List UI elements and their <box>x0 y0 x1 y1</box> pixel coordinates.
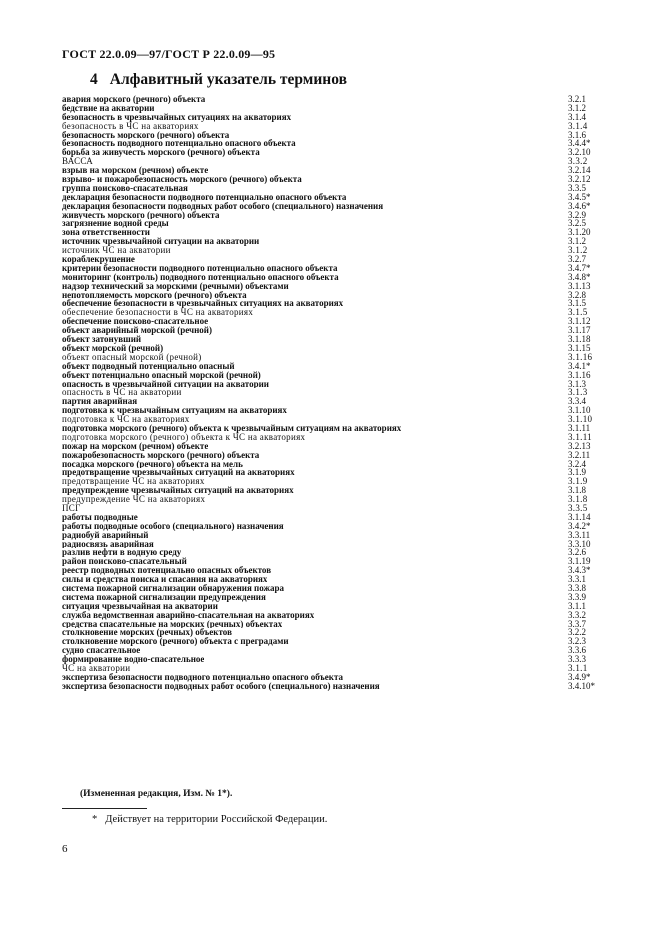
index-entry <box>62 193 602 202</box>
index-term: предупреждение чрезвычайных ситуаций на акваториях <box>62 486 294 496</box>
index-term: объект опасный морской (речной) <box>62 352 202 362</box>
index-entry <box>62 291 602 300</box>
index-term: предупреждение ЧС на акваториях <box>62 495 206 504</box>
index-term: кораблекрушение <box>62 255 135 264</box>
index-ref: 3.1.1 <box>568 663 588 673</box>
index-term: объект потенциально опасный морской (речной) <box>62 370 261 380</box>
index-ref: 3.2.11 <box>568 449 591 460</box>
index-term: средства спасательные на морских (речных) объектах <box>62 619 283 629</box>
index-entry <box>62 308 602 317</box>
index-term: разлив нефти в водную среду <box>62 548 182 558</box>
index-entry <box>62 122 602 131</box>
index-term: ситуация чрезвычайная на акватории <box>62 601 218 611</box>
index-entry <box>62 264 602 273</box>
index-entry <box>62 531 602 540</box>
index-ref: 3.3.4 <box>568 396 586 407</box>
footnote-text: Действует на территории Российской Федерации. <box>105 814 328 825</box>
page-number: 6 <box>62 843 68 855</box>
index-ref: 3.1.6 <box>568 129 586 140</box>
index-ref: 3.4.10* <box>568 680 595 691</box>
index-entry <box>62 433 602 442</box>
index-term: опасность в чрезвычайной ситуации на акватории <box>62 379 269 389</box>
index-ref: 3.1.14 <box>568 511 591 522</box>
index-term: столкновение морских (речных) объектов <box>62 628 232 638</box>
document-header: ГОСТ 22.0.09—97/ГОСТ Р 22.0.09—95 <box>62 47 276 61</box>
index-ref: 3.1.16 <box>568 351 593 362</box>
index-term: безопасность в ЧС на акваториях <box>62 121 199 131</box>
index-entry <box>62 468 602 477</box>
index-entry <box>62 344 602 353</box>
index-ref: 3.3.11 <box>568 529 591 540</box>
index-term: ВАССА <box>62 157 94 167</box>
index-ref: 3.1.8 <box>568 494 588 505</box>
index-ref: 3.3.3 <box>568 654 586 665</box>
index-entry <box>62 611 602 620</box>
index-term: система пожарной сигнализации обнаружения пожара <box>62 583 285 593</box>
index-entry <box>62 602 602 611</box>
index-entry <box>62 219 602 228</box>
index-term: обеспечение безопасности в ЧС на акваториях <box>62 308 254 318</box>
index-ref: 3.1.2 <box>568 236 586 247</box>
index-term: декларация безопасности подводного потенциально опасного объекта <box>62 192 347 202</box>
index-ref: 3.3.10 <box>568 538 591 549</box>
index-term: объект подводный потенциально опасный <box>62 361 235 371</box>
index-entry <box>62 317 602 326</box>
index-ref: 3.4.9* <box>568 671 591 682</box>
index-term: безопасность морского (речного) объекта <box>62 130 230 140</box>
index-term: источник ЧС на акватории <box>62 246 171 256</box>
index-term: работы подводные особого (специального) назначения <box>62 521 284 531</box>
section-number: 4 <box>90 71 98 88</box>
index-entry <box>62 406 602 415</box>
index-entry <box>62 593 602 602</box>
index-entry <box>62 620 602 629</box>
index-entry <box>62 504 602 513</box>
index-ref: 3.2.13 <box>568 440 591 451</box>
index-entry <box>62 673 602 682</box>
index-ref: 3.3.6 <box>568 645 586 656</box>
footnote-separator <box>62 808 147 809</box>
index-entry <box>62 424 602 433</box>
index-term: авария морского (речного) объекта <box>62 95 206 104</box>
footnote-mark: * <box>92 814 98 825</box>
index-term: радиосвязь аварийная <box>62 539 154 549</box>
index-term: предотвращение чрезвычайных ситуаций на акваториях <box>62 468 295 478</box>
index-term: пожаробезопасность морского (речного) объекта <box>62 450 260 460</box>
index-entry <box>62 113 602 122</box>
index-term: обеспечение поисково-спасательное <box>62 317 209 327</box>
index-term: подготовка к ЧС на акваториях <box>62 415 190 424</box>
index-entry <box>62 397 602 406</box>
index-term: декларация безопасности подводных работ особого (специального) назначения <box>62 201 384 211</box>
section-title <box>90 71 347 89</box>
index-entry <box>62 255 602 264</box>
index-ref: 3.1.15 <box>568 342 591 353</box>
index-entry <box>62 655 602 664</box>
index-entry <box>62 95 602 104</box>
index-ref: 3.1.17 <box>568 325 591 336</box>
index-term: безопасность подводного потенциально опасного объекта <box>62 139 296 149</box>
index-term: работы подводные <box>62 512 138 522</box>
index-term: посадка морского (речного) объекта на мель <box>62 459 243 469</box>
index-term: подготовка морского (речного) объекта к чрезвычайным ситуациям на акваториях <box>62 423 402 433</box>
index-entry <box>62 522 602 531</box>
index-term: объект морской (речной) <box>62 343 164 353</box>
index-ref: 3.3.7 <box>568 618 586 629</box>
index-entry <box>62 584 602 593</box>
index-entry <box>62 628 602 637</box>
index-entry <box>62 211 602 220</box>
index-entry <box>62 299 602 308</box>
index-term: подготовка к чрезвычайным ситуациям на акваториях <box>62 406 287 416</box>
index-ref: 3.1.19 <box>568 556 591 567</box>
index-ref: 3.3.5 <box>568 502 588 513</box>
index-entry <box>62 513 602 522</box>
index-term: объект затонувший <box>62 335 142 344</box>
index-ref: 3.1.9 <box>568 467 586 478</box>
index-ref: 3.1.11 <box>568 431 592 442</box>
index-entry <box>62 566 602 575</box>
index-term: взрыво- и пожаробезопасность морского (речного) объекта <box>62 175 302 184</box>
index-entry <box>62 664 602 673</box>
index-term: реестр подводных потенциально опасных объектов <box>62 566 272 576</box>
index-term: живучесть морского (речного) объекта <box>62 210 220 220</box>
index-entry <box>62 575 602 584</box>
index-term: взрыв на морском (речном) объекте <box>62 166 209 176</box>
index-term: борьба за живучесть морского (речного) объекта <box>62 148 260 158</box>
index-entry <box>62 682 602 691</box>
index-entry <box>62 637 602 646</box>
index-entry <box>62 104 602 113</box>
index-entry <box>62 228 602 237</box>
index-ref: 3.1.2 <box>568 245 588 256</box>
index-ref: 3.3.1 <box>568 574 586 585</box>
index-ref: 3.1.10 <box>568 405 591 416</box>
index-term: формирование водно-спасательное <box>62 655 205 664</box>
index-ref: 3.1.2 <box>568 102 586 113</box>
index-ref: 3.1.20 <box>568 227 591 238</box>
index-entry <box>62 335 602 344</box>
index-ref: 3.1.1 <box>568 600 586 611</box>
index-ref: 3.3.2 <box>568 609 586 620</box>
index-entry <box>62 353 602 362</box>
index-entry <box>62 131 602 140</box>
index-entry <box>62 540 602 549</box>
index-term: бедствие на акватории <box>62 103 155 113</box>
index-ref: 3.1.16 <box>568 369 591 380</box>
index-entry <box>62 157 602 166</box>
index-term: район поисково-спасательный <box>62 557 187 567</box>
index-ref: 3.3.8 <box>568 582 586 593</box>
index-term: столкновение морского (речного) объекта с преградами <box>62 637 289 647</box>
index-entry <box>62 246 602 255</box>
index-ref: 3.1.8 <box>568 485 586 496</box>
index-ref: 3.1.4 <box>568 111 586 122</box>
index-ref: 3.2.10 <box>568 147 591 158</box>
index-entry <box>62 184 602 193</box>
index-entry <box>62 557 602 566</box>
index-entry <box>62 460 602 469</box>
index-ref: 3.2.8 <box>568 289 586 300</box>
index-entry <box>62 451 602 460</box>
index-ref: 3.1.13 <box>568 280 591 291</box>
term-index-list <box>62 95 602 691</box>
index-ref: 3.4.4* <box>568 138 591 149</box>
index-term: судно спасательное <box>62 646 141 656</box>
index-entry <box>62 371 602 380</box>
index-entry <box>62 175 602 184</box>
index-entry <box>62 442 602 451</box>
index-term: радиобуй аварийный <box>62 530 149 540</box>
index-term: зона ответственности <box>62 228 150 238</box>
index-ref: 3.4.5* <box>568 191 591 202</box>
index-term: опасность в ЧС на акватории <box>62 388 182 398</box>
index-ref: 3.1.18 <box>568 334 591 345</box>
index-entry <box>62 415 602 424</box>
index-entry <box>62 139 602 148</box>
index-ref: 3.1.5 <box>568 307 588 318</box>
index-term: критерии безопасности подводного потенциально опасного объекта <box>62 263 338 273</box>
index-ref: 3.3.2 <box>568 156 588 167</box>
index-term: служба ведомственная аварийно-спасательная на акваториях <box>62 610 315 620</box>
index-ref: 3.1.12 <box>568 316 591 327</box>
edit-note: (Измененная редакция, Изм. № 1*). <box>80 789 233 799</box>
index-ref: 3.2.5 <box>568 218 586 229</box>
section-title-text: Алфавитный указатель терминов <box>109 71 347 88</box>
index-ref: 3.3.5 <box>568 182 586 193</box>
index-term: группа поисково-спасательная <box>62 183 188 193</box>
index-term: экспертиза безопасности подводных работ особого (специального) назначения <box>62 681 380 691</box>
index-entry <box>62 380 602 389</box>
index-ref: 3.4.2* <box>568 520 591 531</box>
index-entry <box>62 148 602 157</box>
index-ref: 3.2.4 <box>568 458 586 469</box>
footnote <box>92 814 327 825</box>
index-term: непотопляемость морского (речного) объекта <box>62 290 247 300</box>
index-term: объект аварийный морской (речной) <box>62 326 212 336</box>
index-ref: 3.1.3 <box>568 378 586 389</box>
index-entry <box>62 237 602 246</box>
index-term: загрязнение водной среды <box>62 219 169 229</box>
index-ref: 3.2.2 <box>568 627 586 638</box>
index-term: подготовка морского (речного) объекта к ЧС на акваториях <box>62 432 306 442</box>
index-ref: 3.1.11 <box>568 422 591 433</box>
index-term: обеспечение безопасности в чрезвычайных ситуациях на акваториях <box>62 299 344 309</box>
index-entry <box>62 166 602 175</box>
index-entry <box>62 548 602 557</box>
index-term: безопасность в чрезвычайных ситуациях на акваториях <box>62 112 292 122</box>
index-ref: 3.3.9 <box>568 591 586 602</box>
index-ref: 3.4.7* <box>568 262 591 273</box>
index-ref: 3.1.3 <box>568 387 588 398</box>
index-term: пожар на морском (речном) объекте <box>62 441 209 451</box>
index-ref: 3.4.8* <box>568 271 591 282</box>
index-ref: 3.4.1* <box>568 360 591 371</box>
index-ref: 3.2.14 <box>568 165 591 176</box>
index-term: система пожарной сигнализации предупреждения <box>62 592 266 602</box>
index-ref: 3.2.3 <box>568 636 586 647</box>
index-term: ЧС на акватории <box>62 664 131 673</box>
index-term: экспертиза безопасности подводного потенциально опасного объекта <box>62 672 343 682</box>
index-entry <box>62 202 602 211</box>
index-entry <box>62 388 602 397</box>
index-entry <box>62 326 602 335</box>
index-ref: 3.4.3* <box>568 565 591 576</box>
index-ref: 3.2.12 <box>568 174 591 185</box>
index-ref: 3.1.5 <box>568 298 586 309</box>
index-ref: 3.2.7 <box>568 254 586 265</box>
index-ref: 3.2.1 <box>568 94 586 104</box>
index-entry <box>62 477 602 486</box>
index-entry <box>62 646 602 655</box>
index-entry <box>62 495 602 504</box>
index-term: ПСГ <box>62 503 81 513</box>
index-term: партия аварийная <box>62 397 138 407</box>
index-term: мониторинг (контроль) подводного потенциально опасного объекта <box>62 272 339 282</box>
index-term: силы и средства поиска и спасания на акваториях <box>62 575 268 584</box>
index-entry <box>62 362 602 371</box>
index-ref: 3.2.6 <box>568 547 586 558</box>
index-ref: 3.4.6* <box>568 200 591 211</box>
index-term: надзор технический за морскими (речными) объектами <box>62 281 289 291</box>
index-term: предотвращение ЧС на акваториях <box>62 477 205 487</box>
index-entry <box>62 486 602 495</box>
index-term: источник чрезвычайной ситуации на акватории <box>62 237 260 247</box>
index-entry <box>62 282 602 291</box>
index-ref: 3.1.9 <box>568 476 588 487</box>
index-entry <box>62 273 602 282</box>
index-ref: 3.2.9 <box>568 209 586 220</box>
index-ref: 3.1.4 <box>568 120 588 131</box>
index-ref: 3.1.10 <box>568 414 593 425</box>
